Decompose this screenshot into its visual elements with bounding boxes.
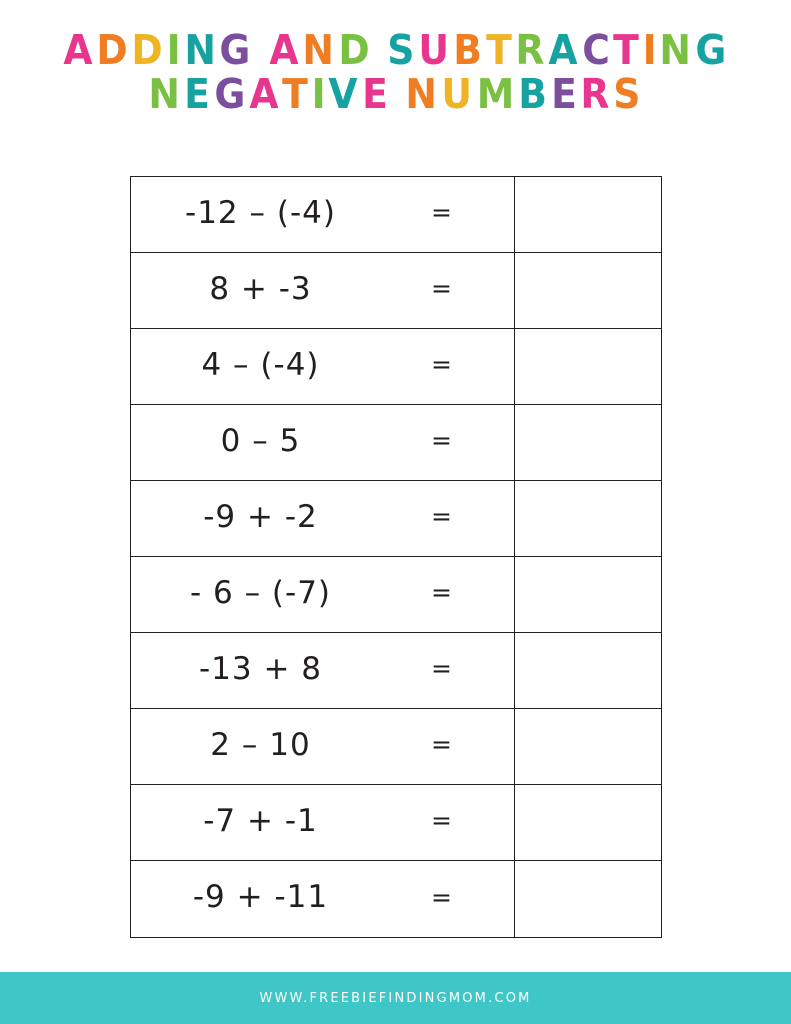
title-letter: T: [282, 70, 310, 119]
table-row: [131, 709, 661, 785]
problem-cell: 2 – 10: [210, 726, 311, 763]
title-letter: I: [311, 70, 327, 119]
answer-cell[interactable]: [515, 329, 661, 404]
title-letter: U: [441, 70, 474, 119]
page-title: [0, 0, 791, 117]
title-letter: U: [418, 26, 451, 74]
title-letter: A: [62, 26, 94, 74]
problem-cell: 8 + -3: [209, 270, 312, 307]
title-letter: A: [268, 26, 300, 74]
problems-table: [130, 176, 662, 938]
equals-sign: =: [390, 253, 515, 328]
table-row: [131, 557, 661, 633]
title-letter: A: [249, 70, 280, 119]
equals-sign: =: [390, 785, 515, 860]
title-letter: T: [613, 26, 641, 74]
title-letter: T: [486, 26, 514, 74]
table-row: [131, 861, 661, 937]
problem-cell: - 6 – (-7): [189, 574, 332, 611]
title-letter: M: [476, 70, 516, 119]
answer-cell[interactable]: [515, 861, 661, 937]
title-letter: N: [405, 70, 439, 119]
title-line-1: [0, 28, 791, 72]
table-row: [131, 177, 661, 253]
table-row: [131, 481, 661, 557]
title-letter: S: [613, 70, 643, 119]
title-letter: S: [387, 26, 417, 74]
answer-cell[interactable]: [515, 785, 661, 860]
answer-cell[interactable]: [515, 633, 661, 708]
equals-sign: =: [390, 709, 515, 784]
answer-cell[interactable]: [515, 709, 661, 784]
problem-cell: -12 – (-4): [185, 194, 336, 231]
title-letter: E: [361, 70, 390, 119]
title-letter: G: [695, 26, 729, 74]
title-letter: D: [338, 26, 371, 74]
title-letter: G: [214, 70, 247, 119]
title-letter: E: [184, 70, 212, 119]
footer-bar: [0, 972, 791, 1024]
equals-sign: =: [390, 481, 515, 556]
answer-cell[interactable]: [515, 405, 661, 480]
equals-sign: =: [390, 329, 515, 404]
title-letter: A: [548, 26, 580, 74]
footer-url: WWW.FREEBIEFINDINGMOM.COM: [259, 990, 532, 1006]
title-letter: B: [518, 70, 549, 119]
problem-cell: 0 – 5: [220, 422, 301, 459]
table-row: [131, 785, 661, 861]
title-letter: V: [328, 70, 360, 119]
table-row: [131, 405, 661, 481]
title-letter: R: [515, 26, 547, 74]
title-letter: E: [551, 70, 579, 119]
title-letter: N: [148, 70, 182, 119]
problem-cell: 4 – (-4): [201, 346, 320, 383]
problem-cell: -9 + -11: [192, 879, 329, 915]
table-row: [131, 253, 661, 329]
equals-sign: =: [390, 861, 515, 937]
title-letter: G: [219, 26, 253, 74]
title-letter: N: [184, 26, 218, 74]
equals-sign: =: [390, 557, 515, 632]
title-letter: C: [581, 26, 611, 74]
problem-cell: -9 + -2: [203, 498, 318, 535]
title-letter: I: [166, 26, 182, 74]
title-line-2: [0, 70, 791, 119]
title-letter: N: [659, 26, 693, 74]
table-row: [131, 633, 661, 709]
equals-sign: =: [390, 633, 515, 708]
problem-cell: -7 + -1: [203, 802, 318, 839]
title-letter: N: [302, 26, 336, 74]
title-letter: R: [580, 70, 612, 119]
equals-sign: =: [390, 405, 515, 480]
answer-cell[interactable]: [515, 557, 661, 632]
title-letter: D: [131, 26, 165, 74]
answer-cell[interactable]: [515, 253, 661, 328]
answer-cell[interactable]: [515, 177, 661, 252]
table-row: [131, 329, 661, 405]
title-letter: D: [96, 26, 129, 74]
problem-cell: -13 + 8: [198, 650, 323, 687]
answer-cell[interactable]: [515, 481, 661, 556]
equals-sign: =: [390, 177, 515, 252]
title-letter: B: [453, 26, 484, 74]
title-letter: I: [642, 26, 658, 74]
